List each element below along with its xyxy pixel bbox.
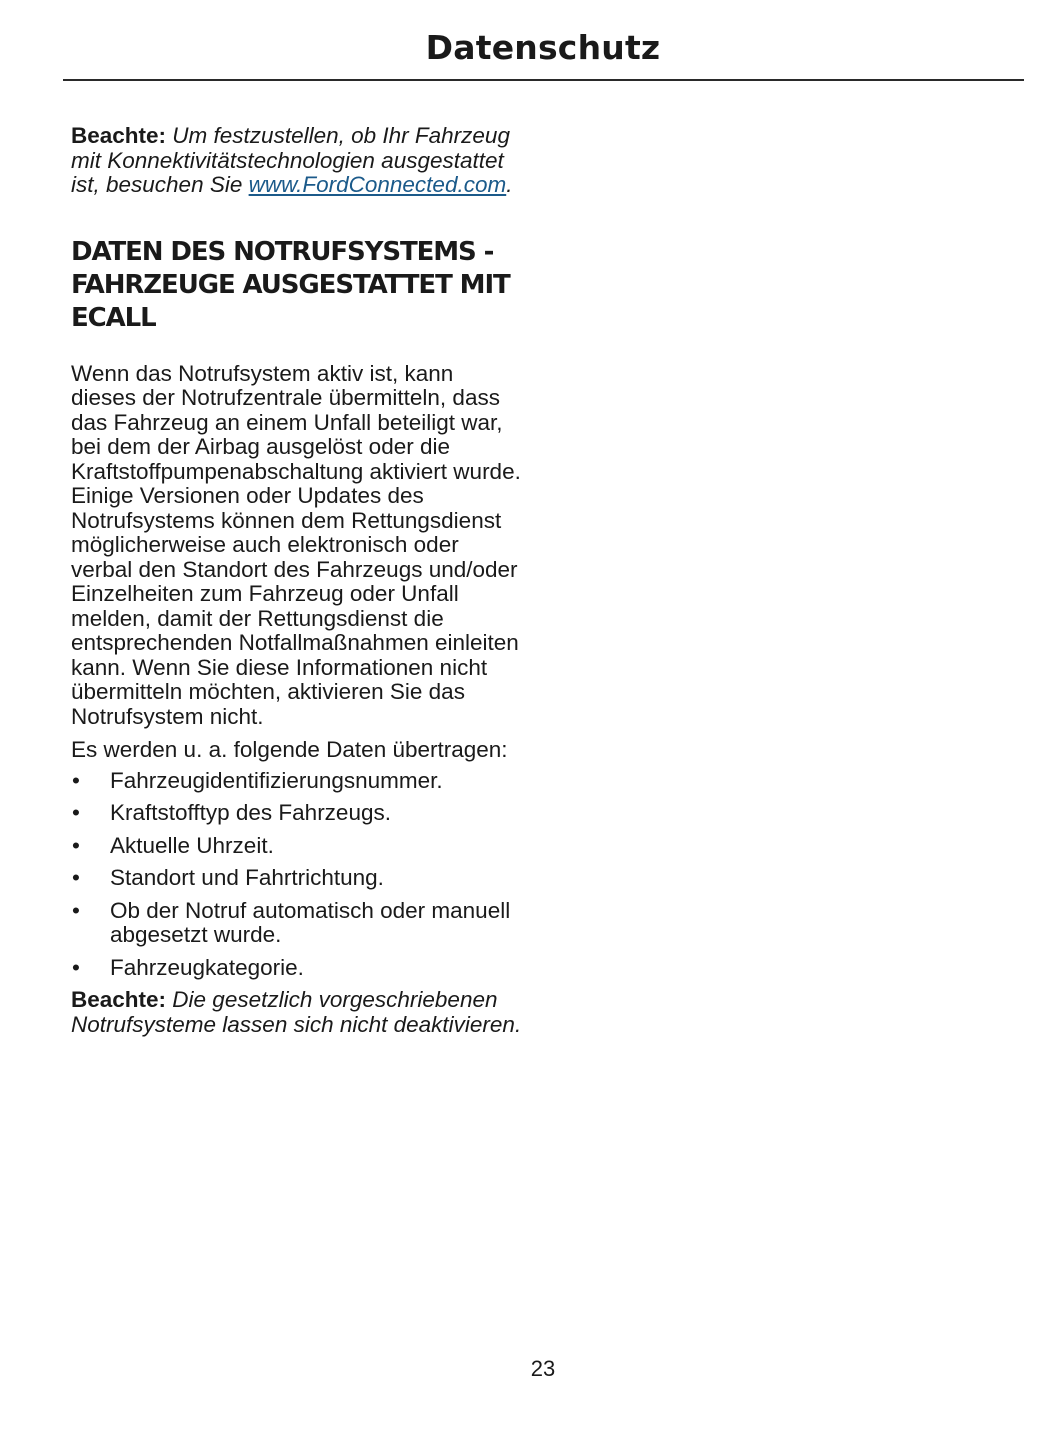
- note-text: Die gesetzlich vorgeschriebenen Notrufsysteme lassen sich nicht deaktivieren.: [71, 987, 522, 1037]
- note-deactivation: [71, 988, 523, 1037]
- list-item-text: Fahrzeugidentifizierungsnummer.: [110, 767, 443, 793]
- note-label: Beachte:: [71, 987, 167, 1012]
- list-item: [71, 956, 523, 981]
- fordconnected-link[interactable]: www.FordConnected.com: [248, 172, 507, 197]
- section-paragraph: Wenn das Notrufsystem aktiv ist, kann dieses der Notrufzentrale übermitteln, dass das Fahrzeug an einem Unfall beteiligt war, bei dem der Airbag ausgelöst oder die Kraftstoffpumpenabschaltung aktiviert wurde. Einige Versionen oder Updates des Notrufsystems können dem Rettungsdienst möglicherweise auch elektronisch oder verbal den Standort des Fahrzeugs und/oder Einzelheiten zum Fahrzeug oder Unfall melden, damit der Rettungsdienst die entsprechenden Notfallmaßnahmen einleiten kann. Wenn Sie diese Informationen nicht übermitteln möchten, aktivieren Sie das Notrufsystem nicht.: [71, 360, 521, 729]
- note-label: Beachte:: [71, 123, 167, 148]
- bullet-icon: •: [72, 767, 80, 793]
- list-item-text: Kraftstofftyp des Fahrzeugs.: [110, 800, 391, 825]
- bullet-icon: •: [72, 865, 80, 890]
- bullet-icon: •: [72, 832, 80, 858]
- section-heading: DATEN DES NOTRUFSYSTEMS - FAHRZEUGE AUSGESTATTET MIT ECALL: [71, 236, 510, 333]
- list-intro: Es werden u. a. folgende Daten übertragen:: [71, 737, 508, 762]
- bullet-icon: •: [72, 800, 80, 825]
- list-item: [71, 834, 523, 859]
- bullet-icon: •: [72, 897, 80, 923]
- list-item: [71, 769, 523, 794]
- note-text: Um festzustellen, ob Ihr Fahrzeug mit Konnektivitätstechnologien ausgestattet ist, besuchen Sie: [71, 123, 510, 197]
- data-list: [71, 769, 523, 981]
- list-item: [71, 899, 523, 948]
- list-item-text: Ob der Notruf automatisch oder manuell abgesetzt wurde.: [110, 897, 511, 947]
- list-item: [71, 866, 523, 891]
- note-suffix: .: [506, 172, 513, 197]
- list-item-text: Fahrzeugkategorie.: [110, 954, 304, 980]
- note-connectivity: [71, 124, 523, 198]
- page-number: 23: [530, 1356, 556, 1381]
- page-title: Datenschutz: [425, 28, 661, 67]
- list-item-text: Standort und Fahrtrichtung.: [110, 865, 384, 890]
- header-divider: [63, 79, 1024, 81]
- list-item-text: Aktuelle Uhrzeit.: [110, 832, 274, 858]
- bullet-icon: •: [72, 954, 80, 980]
- content-column: [71, 124, 523, 1037]
- list-item: [71, 801, 523, 826]
